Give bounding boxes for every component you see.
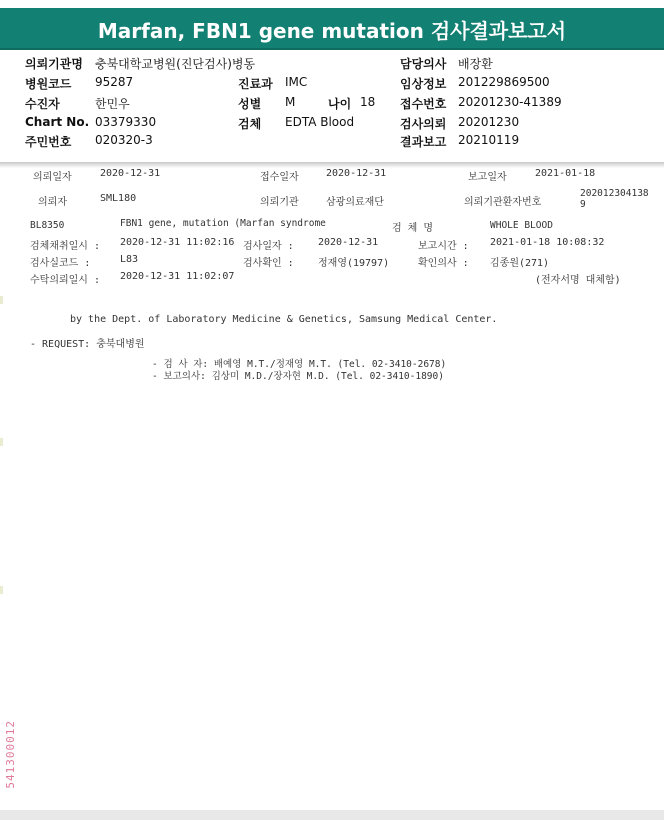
info-mid: [238, 55, 398, 155]
bottom-border: [0, 810, 664, 820]
info-value: 03379330: [95, 115, 157, 129]
info-label: 결과보고: [400, 135, 447, 149]
report-time: 2021-01-18 10:08:32: [490, 237, 605, 248]
confirm-label: 검사확인 :: [243, 258, 294, 269]
requester: SML180: [100, 193, 137, 204]
receive-date-label: 접수일자: [260, 172, 299, 183]
info-label: 의뢰기관명: [25, 57, 83, 71]
info-value: 18: [360, 95, 376, 109]
department-line: by the Dept. of Laboratory Medicine & Genetics, Samsung Medical Center.: [70, 314, 498, 325]
doctor-label: 확인의사 :: [418, 258, 469, 269]
lab-room-code: L83: [120, 254, 139, 265]
scan-margin-mark: [0, 438, 3, 446]
collect-label: 검체채취일시 :: [30, 241, 101, 252]
tester-line: - 검 사 자: 배예영 M.T./정재영 M.T. (Tel. 02-3410-2678): [152, 359, 447, 370]
info-label: 임상정보: [400, 77, 447, 91]
info-value: 95287: [95, 75, 134, 89]
report-title: Marfan, FBN1 gene mutation 검사결과보고서: [97, 19, 567, 43]
scan-margin-mark: [0, 586, 3, 594]
info-label: 검사의뢰: [400, 117, 447, 131]
specimen-label: 검 체 명: [392, 223, 434, 234]
entrust-label: 수탁의뢰일시 :: [30, 275, 101, 286]
info-value: M: [285, 95, 296, 109]
info-value: 201229869500: [458, 75, 550, 89]
request-line: - REQUEST: 충북대병원: [30, 339, 145, 350]
org-patient-number: 202012304138: [580, 188, 649, 199]
request-date-label: 의뢰일자: [33, 172, 72, 183]
receive-date: 2020-12-31: [326, 168, 387, 179]
org-patient-number-cont: 9: [580, 199, 586, 210]
org-patient-label: 의뢰기관환자번호: [464, 197, 542, 208]
info-label: 성별: [238, 97, 262, 111]
entrust-datetime: 2020-12-31 11:02:07: [120, 271, 235, 282]
reporter-line: - 보고의사: 김상미 M.D./장자현 M.D. (Tel. 02-3410-1890): [152, 371, 444, 382]
info-label: Chart No.: [25, 115, 90, 129]
report-date: 2021-01-18: [535, 168, 596, 179]
info-value: 충북대학교병원(진단검사)병동: [95, 57, 256, 71]
test-code: BL8350: [30, 220, 65, 231]
info-value: 20210119: [458, 133, 520, 147]
request-date: 2020-12-31: [100, 168, 161, 179]
info-label: 담당의사: [400, 57, 447, 71]
info-right: [400, 55, 650, 155]
requester-label: 의뢰자: [38, 197, 67, 208]
info-value: IMC: [285, 75, 308, 89]
report-header: [0, 8, 664, 48]
info-label: 접수번호: [400, 97, 447, 111]
request-org: 삼광의료재단: [326, 197, 384, 208]
info-value: 20201230: [458, 115, 520, 129]
info-value: EDTA Blood: [285, 115, 355, 129]
info-label: 병원코드: [25, 77, 72, 91]
document-side-number: 541300012: [4, 720, 17, 789]
info-label: 수진자: [25, 97, 60, 111]
doctor: 김종원(271): [490, 258, 550, 269]
info-value: 배장환: [458, 57, 493, 71]
scan-margin-mark: [0, 296, 3, 304]
report-time-label: 보고시간 :: [418, 241, 469, 252]
lab-room-label: 검사실코드 :: [30, 258, 91, 269]
header-divider: [0, 48, 664, 50]
test-date-label: 검사일자 :: [243, 241, 294, 252]
request-org-label: 의뢰기관: [260, 197, 299, 208]
report-date-label: 보고일자: [468, 172, 507, 183]
info-value: 20201230-41389: [458, 95, 562, 109]
confirm-person: 정재영(19797): [318, 258, 390, 269]
info-value: 020320-3: [95, 133, 153, 147]
info-label: 진료과: [238, 77, 273, 91]
test-date: 2020-12-31: [318, 237, 379, 248]
info-label: 주민번호: [25, 135, 72, 149]
specimen: WHOLE BLOOD: [490, 220, 553, 231]
test-name: FBN1 gene, mutation (Marfan syndrome: [120, 218, 326, 229]
electronic-signature-note: (전자서명 대체함): [535, 275, 621, 286]
info-label: 검체: [238, 117, 262, 131]
collect-datetime: 2020-12-31 11:02:16: [120, 237, 235, 248]
info-label: 나이: [328, 97, 352, 111]
info-value: 한민우: [95, 97, 130, 111]
